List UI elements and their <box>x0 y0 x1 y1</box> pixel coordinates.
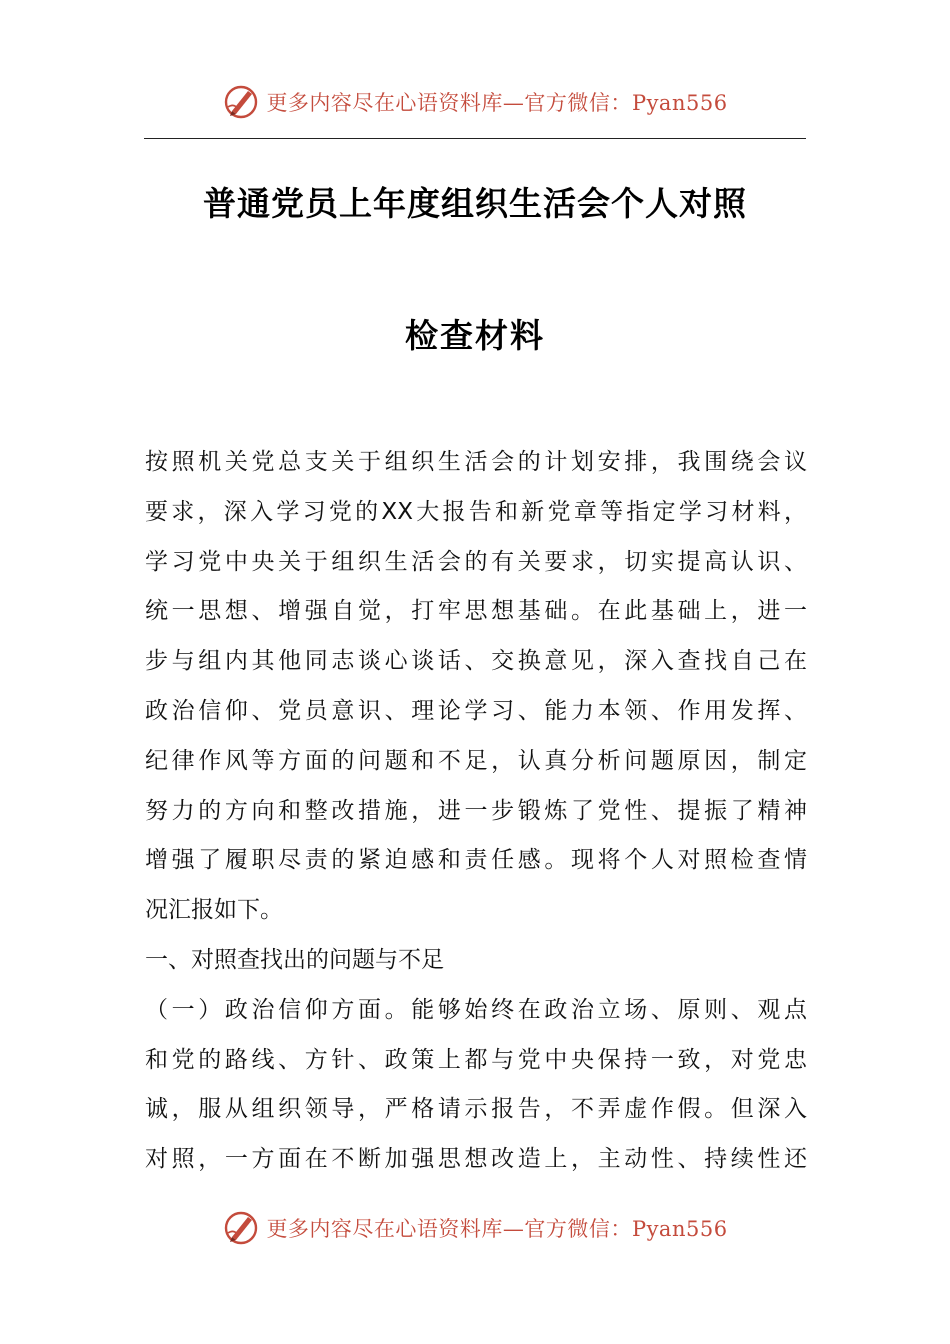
document-title-line1: 普通党员上年度组织生活会个人对照 <box>203 184 747 223</box>
section-heading: 一、对照查找出的问题与不足 <box>145 946 444 973</box>
body-line: 按照机关党总支关于组织生活会的计划安排，我围绕会议 <box>145 449 807 475</box>
header-banner <box>0 80 950 124</box>
body-line: 纪律作风等方面的问题和不足，认真分析问题原因，制定 <box>145 747 807 774</box>
header-banner-text: 更多内容尽在心语资料库—官方微信：Pyan556 <box>266 91 728 115</box>
body-line: 要求，深入学习党的XX大报告和新党章等指定学习材料， <box>145 498 807 525</box>
body-line: 对照，一方面在不断加强思想改造上，主动性、持续性还 <box>145 1146 807 1173</box>
header-divider <box>144 138 806 139</box>
body-line: （一）政治信仰方面。能够始终在政治立场、原则、观点 <box>145 996 807 1023</box>
body-line: 努力的方向和整改措施，进一步锻炼了党性、提振了精神 <box>145 797 807 824</box>
body-line: 增强了履职尽责的紧迫感和责任感。现将个人对照检查情 <box>145 847 807 874</box>
body-line: 况汇报如下。 <box>145 897 283 924</box>
body-line: 统一思想、增强自觉，打牢思想基础。在此基础上，进一 <box>145 598 807 625</box>
header-wechat-id: Pyan556 <box>631 91 728 115</box>
footer-wechat-id: Pyan556 <box>631 1217 728 1241</box>
footer-banner-text: 更多内容尽在心语资料库—官方微信：Pyan556 <box>266 1217 728 1241</box>
pen-logo-icon <box>222 83 260 121</box>
pen-logo-icon <box>222 1209 260 1247</box>
body-line: 学习党中央关于组织生活会的有关要求，切实提高认识、 <box>145 548 807 575</box>
footer-banner <box>0 1206 950 1250</box>
body-line: 诚，服从组织领导，严格请示报告，不弄虚作假。但深入 <box>145 1096 807 1123</box>
document-title-line2: 检查材料 <box>405 316 545 355</box>
document-body <box>145 438 807 1185</box>
body-line: 和党的路线、方针、政策上都与党中央保持一致，对党忠 <box>145 1046 807 1073</box>
body-line: 步与组内其他同志谈心谈话、交换意见，深入查找自己在 <box>145 648 807 675</box>
body-line: 政治信仰、党员意识、理论学习、能力本领、作用发挥、 <box>145 697 807 724</box>
